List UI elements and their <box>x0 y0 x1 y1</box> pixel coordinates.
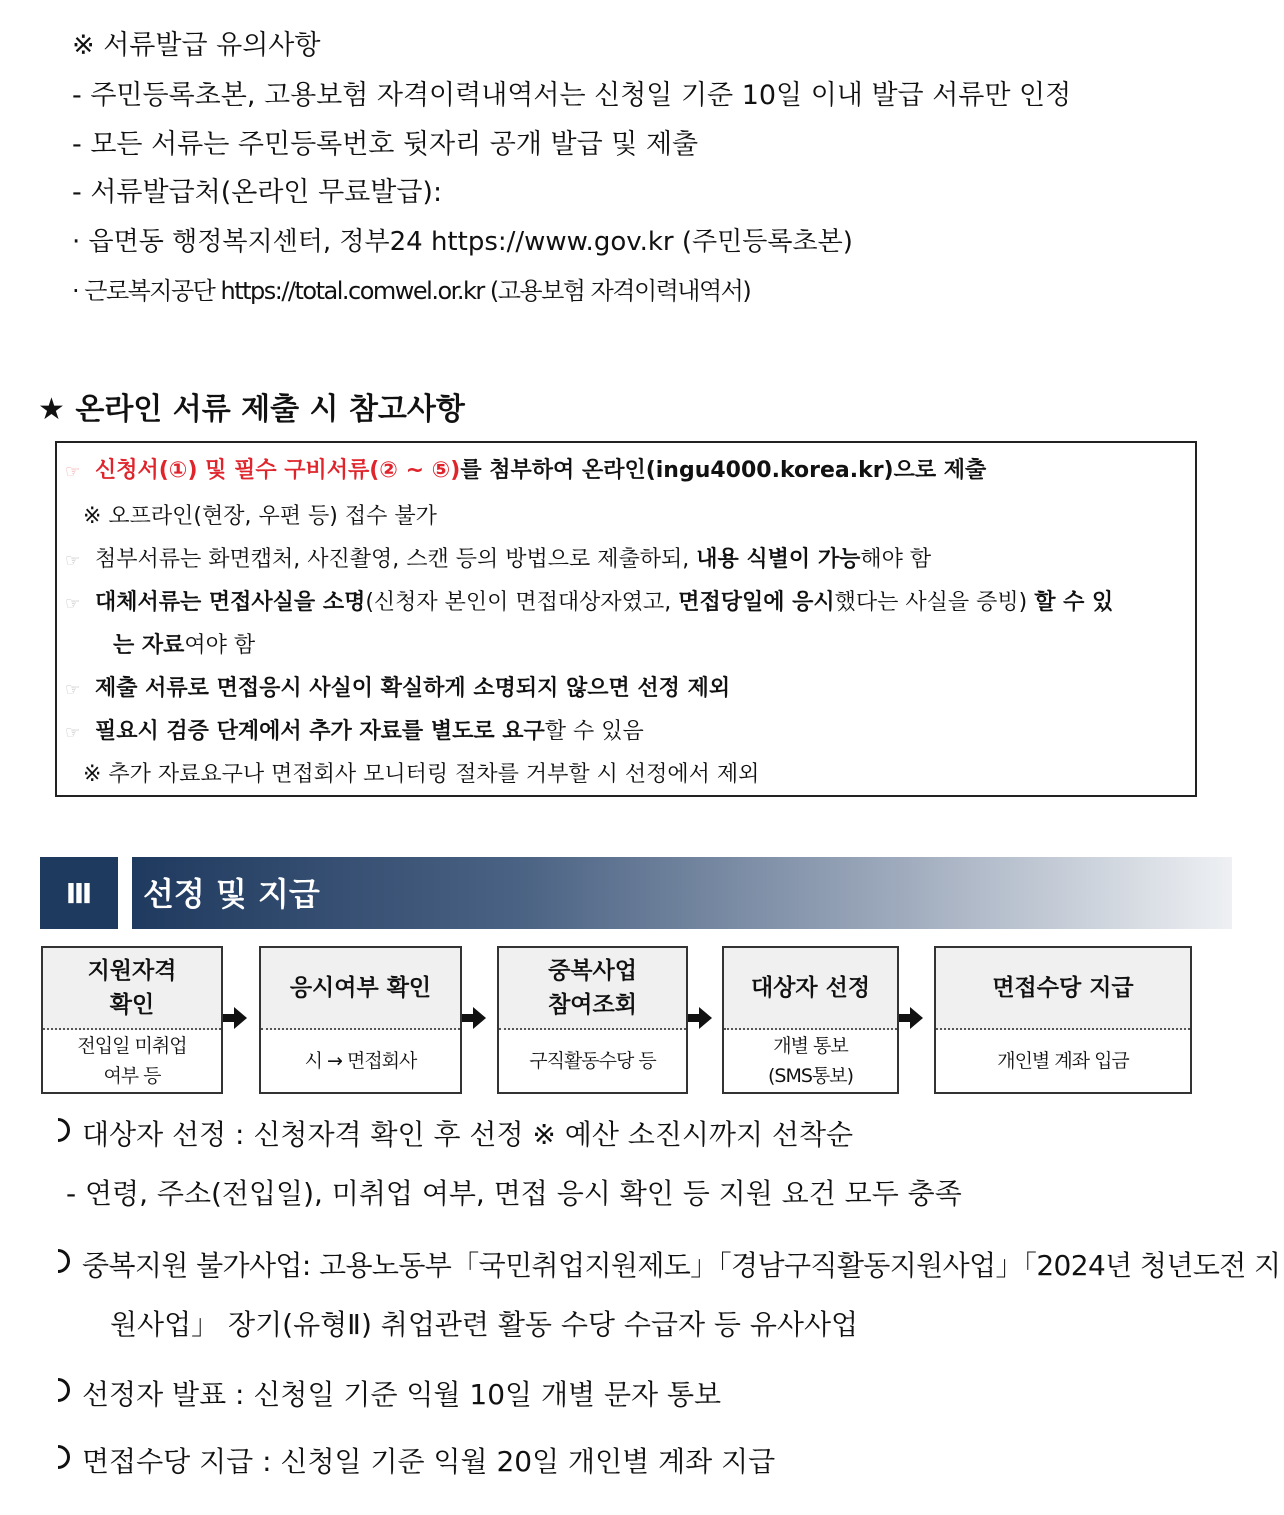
arrow-right-icon <box>899 1005 923 1031</box>
ref-line-8: ※ 추가 자료요구나 면접회사 모니터링 절차를 거부할 시 선정에서 제외 <box>83 762 760 787</box>
ref-line-6 <box>65 675 730 704</box>
flow-step-body: 개별 통보 (SMS통보) <box>767 1035 854 1087</box>
ref-line-3-bold: 내용 식별이 가능 <box>696 547 861 572</box>
doc-note-line: - 모든 서류는 주민등록번호 뒷자리 공개 발급 및 제출 <box>72 129 699 160</box>
bullet-selection <box>46 1118 853 1152</box>
flow-step-head: 응시여부 확인 <box>261 948 460 1030</box>
arrow-right-icon <box>462 1005 486 1031</box>
hand-pointer-icon: ☞ <box>65 723 81 743</box>
bullet-announcement <box>46 1378 721 1412</box>
flow-step-eligibility <box>41 946 223 1094</box>
section-title: ★ 온라인 서류 제출 시 참고사항 <box>38 392 465 427</box>
ref-line-4-text: 했다는 사실을 증빙) <box>834 590 1035 615</box>
ref-line-1-text: 를 첨부하여 온라인(ingu4000.korea.kr)으로 제출 <box>460 458 987 483</box>
section-number: Ⅲ <box>40 857 118 929</box>
bullet-duplicate-cont: 원사업」 장기(유형Ⅱ) 취업관련 활동 수당 수급자 등 유사사업 <box>110 1308 859 1341</box>
ref-line-4-bold: 할 수 있 <box>1034 590 1114 615</box>
half-circle-bullet-icon <box>46 1445 70 1469</box>
bullet-text: 중복지원 불가사업: 고용노동부「국민취업지원제도」「경남구직활동지원사업」「2024년 청년도전 지 <box>82 1249 1281 1282</box>
half-circle-bullet-icon <box>46 1249 70 1273</box>
bullet-selection-sub: - 연령, 주소(전입일), 미취업 여부, 면접 응시 확인 등 지원 요건 모두 충족 <box>66 1177 962 1210</box>
bullet-text: 면접수당 지급 : 신청일 기준 익월 20일 개인별 계좌 지급 <box>82 1445 776 1478</box>
doc-note-line: - 서류발급처(온라인 무료발급): <box>72 177 443 208</box>
flow-step-payment <box>934 946 1192 1094</box>
hand-pointer-icon: ☞ <box>65 551 81 571</box>
half-circle-bullet-icon <box>46 1378 70 1402</box>
ref-line-7-bold: 필요시 검증 단계에서 추가 자료를 별도로 요구 <box>95 719 545 744</box>
hand-pointer-icon: ☞ <box>65 462 81 482</box>
bullet-duplicate <box>46 1249 1280 1283</box>
bullet-payment <box>46 1445 775 1479</box>
flow-step-duplicate-check <box>497 946 688 1094</box>
ref-line-3 <box>65 546 931 575</box>
doc-note-line: · 근로복지공단 https://total.comwel.or.kr (고용보험 자격이력내역서) <box>72 277 751 305</box>
flow-step-head: 지원자격 확인 <box>43 948 221 1030</box>
ref-line-3-text: 첨부서류는 화면캡처, 사진촬영, 스캔 등의 방법으로 제출하되, <box>95 547 697 572</box>
section-3-title: 선정 및 지급 <box>143 875 320 913</box>
ref-line-6-bold: 제출 서류로 면접응시 사실이 확실하게 소명되지 않으면 선정 제외 <box>95 676 731 701</box>
arrow-right-icon <box>688 1005 712 1031</box>
hand-pointer-icon: ☞ <box>65 680 81 700</box>
ref-line-7-text: 할 수 있음 <box>544 719 644 744</box>
arrow-right-icon <box>223 1005 247 1031</box>
flow-step-body: 전입일 미취업 여부 등 <box>77 1035 187 1087</box>
ref-line-4 <box>65 589 1113 618</box>
flow-step-head: 중복사업 참여조회 <box>499 948 686 1030</box>
ref-line-4-bold: 면접당일에 응시 <box>678 590 835 615</box>
ref-line-3-end: 해야 함 <box>860 547 932 572</box>
ref-line-4-bold: 대체서류는 면접사실을 소명 <box>95 590 366 615</box>
flow-step-head: 면접수당 지급 <box>936 948 1190 1030</box>
ref-line-5-text: 여야 함 <box>184 633 256 658</box>
flow-step-body: 시 → 면접회사 <box>304 1050 417 1072</box>
ref-line-4-text: (신청자 본인이 면접대상자였고, <box>365 590 679 615</box>
doc-notes-title: ※ 서류발급 유의사항 <box>72 30 321 61</box>
ref-line-2: ※ 오프라인(현장, 우편 등) 접수 불가 <box>83 504 437 529</box>
flow-step-body: 구직활동수당 등 <box>529 1050 656 1072</box>
doc-note-line: - 주민등록초본, 고용보험 자격이력내역서는 신청일 기준 10일 이내 발급 서류만 인정 <box>72 80 1072 111</box>
flow-step-body: 개인별 계좌 입금 <box>997 1050 1129 1072</box>
ref-line-7 <box>65 718 644 747</box>
ref-line-5 <box>113 632 255 660</box>
reference-box <box>55 441 1197 797</box>
doc-note-line: · 읍면동 행정복지센터, 정부24 https://www.gov.kr (주민등록초본) <box>72 227 853 257</box>
half-circle-bullet-icon <box>46 1118 70 1142</box>
ref-line-1 <box>65 457 986 486</box>
ref-line-5-bold: 는 자료 <box>113 633 185 658</box>
hand-pointer-icon: ☞ <box>65 594 81 614</box>
flow-step-attendance <box>259 946 462 1094</box>
ref-line-1-red: 신청서(①) 및 필수 구비서류(② ~ ⑤) <box>95 458 461 483</box>
flow-step-selection <box>722 946 899 1094</box>
flow-step-head: 대상자 선정 <box>724 948 897 1030</box>
bullet-text: 대상자 선정 : 신청자격 확인 후 선정 ※ 예산 소진시까지 선착순 <box>82 1118 854 1151</box>
bullet-text: 선정자 발표 : 신청일 기준 익월 10일 개별 문자 통보 <box>82 1378 722 1411</box>
